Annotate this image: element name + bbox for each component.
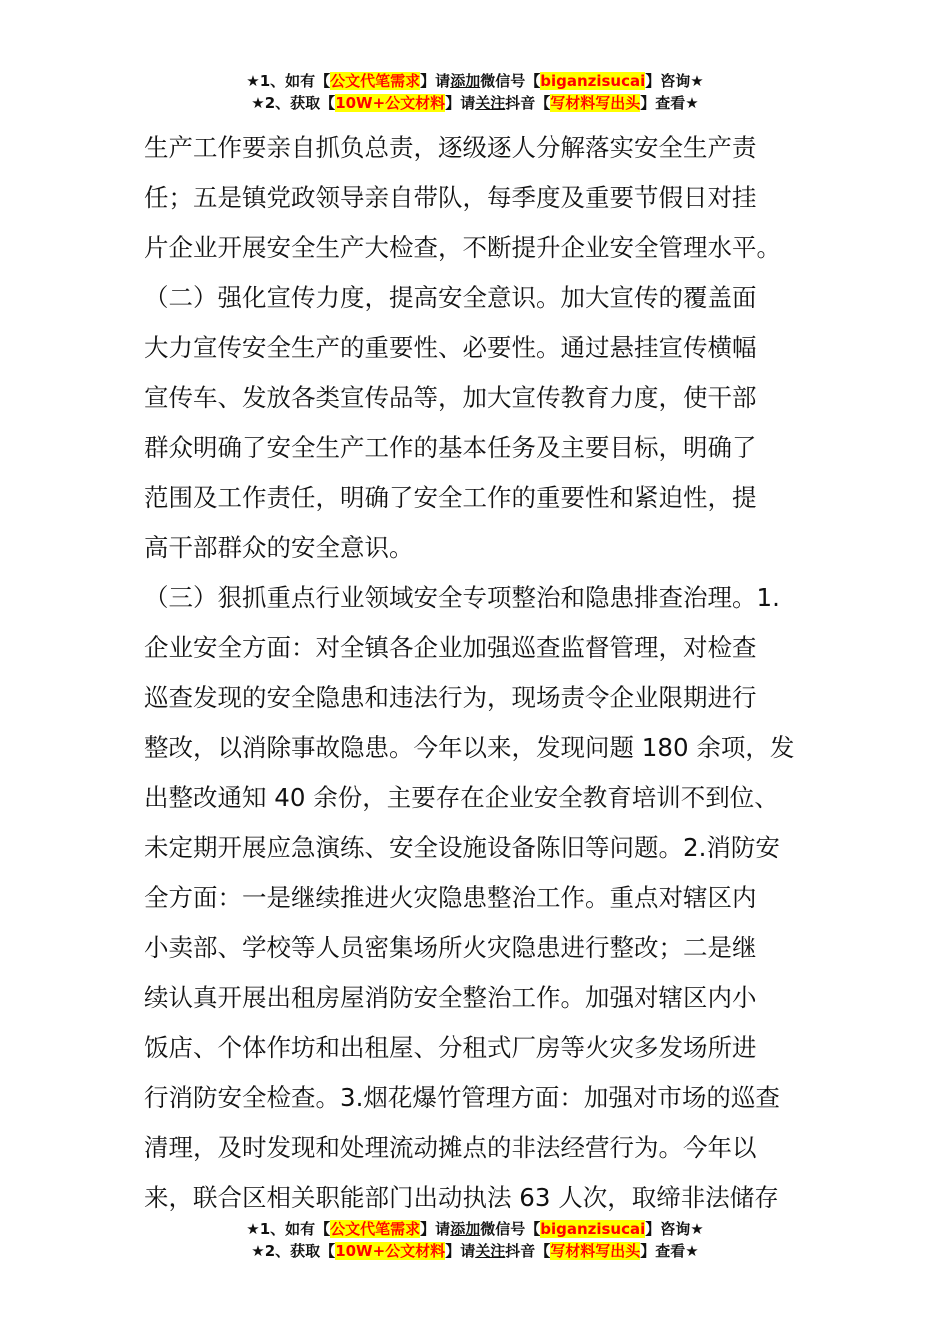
banner-highlight: 写材料写出头 [550,94,641,112]
banner-highlight: 公文代笔需求 [330,1220,421,1238]
banner-line-2 [0,92,950,114]
text-line: 生产工作要亲自抓负总责，逐级逐人分解落实安全生产责 [144,133,757,162]
text-line: 清理，及时发现和处理流动摊点的非法经营行为。今年以 [144,1133,757,1162]
text-line: 高干部群众的安全意识。 [144,533,414,562]
text-line: 小卖部、学校等人员密集场所火灾隐患进行整改；二是继 [144,933,757,962]
banner-underline: 添加 [450,72,481,90]
banner-text: 】请 [445,1242,476,1260]
banner-text: 】咨询★ [645,72,704,90]
text-line: 整改，以消除事故隐患。今年以来，发现问题 180 余项，发 [144,733,795,762]
banner-text: ★2、获取【 [251,1242,336,1260]
banner-text: ★2、获取【 [251,94,336,112]
text-line: 行消防安全检查。3.烟花爆竹管理方面：加强对市场的巡查 [144,1083,780,1112]
text-line: 未定期开展应急演练、安全设施设备陈旧等问题。2.消防安 [144,833,780,862]
banner-text: 】查看★ [640,94,699,112]
banner-highlight: 10W+公文材料 [335,94,446,112]
banner-highlight: biganzisucai [540,1220,646,1238]
banner-text: ★1、如有【 [246,1220,331,1238]
banner-text: 】请 [420,72,451,90]
banner-line-1 [0,1218,950,1240]
header-banner [0,70,950,114]
banner-text: ★1、如有【 [246,72,331,90]
text-line: 片企业开展安全生产大检查，不断提升企业安全管理水平。 [144,233,781,262]
banner-underline: 关注 [475,1242,506,1260]
banner-underline: 添加 [450,1220,481,1238]
banner-underline: 关注 [475,94,506,112]
banner-highlight: 10W+公文材料 [335,1242,446,1260]
text-line: 出整改通知 40 余份，主要存在企业安全教育培训不到位、 [144,783,779,812]
text-line: 宣传车、发放各类宣传品等，加大宣传教育力度，使干部 [144,383,757,412]
banner-text: 】咨询★ [645,1220,704,1238]
text-line: （二）强化宣传力度，提高安全意识。加大宣传的覆盖面 [144,283,757,312]
text-line: （三）狠抓重点行业领域安全专项整治和隐患排查治理。1. [144,583,780,612]
text-line: 来，联合区相关职能部门出动执法 63 人次，取缔非法储存 [144,1183,779,1212]
banner-line-2 [0,1240,950,1262]
banner-text: 微信号【 [480,72,541,90]
document-body [144,123,812,1223]
banner-line-1 [0,70,950,92]
text-line: 全方面：一是继续推进火灾隐患整治工作。重点对辖区内 [144,883,757,912]
text-line: 范围及工作责任，明确了安全工作的重要性和紧迫性，提 [144,483,757,512]
banner-highlight: 写材料写出头 [550,1242,641,1260]
text-line: 群众明确了安全生产工作的基本任务及主要目标，明确了 [144,433,757,462]
banner-text: 】请 [420,1220,451,1238]
text-line: 巡查发现的安全隐患和违法行为，现场责令企业限期进行 [144,683,757,712]
text-line: 企业安全方面：对全镇各企业加强巡查监督管理，对检查 [144,633,757,662]
text-line: 任；五是镇党政领导亲自带队，每季度及重要节假日对挂 [144,183,757,212]
banner-text: 抖音【 [505,94,551,112]
text-line: 续认真开展出租房屋消防安全整治工作。加强对辖区内小 [144,983,757,1012]
banner-highlight: 公文代笔需求 [330,72,421,90]
footer-banner [0,1218,950,1262]
banner-text: 抖音【 [505,1242,551,1260]
banner-highlight: biganzisucai [540,72,646,90]
text-line: 饭店、个体作坊和出租屋、分租式厂房等火灾多发场所进 [144,1033,757,1062]
banner-text: 微信号【 [480,1220,541,1238]
banner-text: 】请 [445,94,476,112]
banner-text: 】查看★ [640,1242,699,1260]
text-line: 大力宣传安全生产的重要性、必要性。通过悬挂宣传横幅 [144,333,757,362]
